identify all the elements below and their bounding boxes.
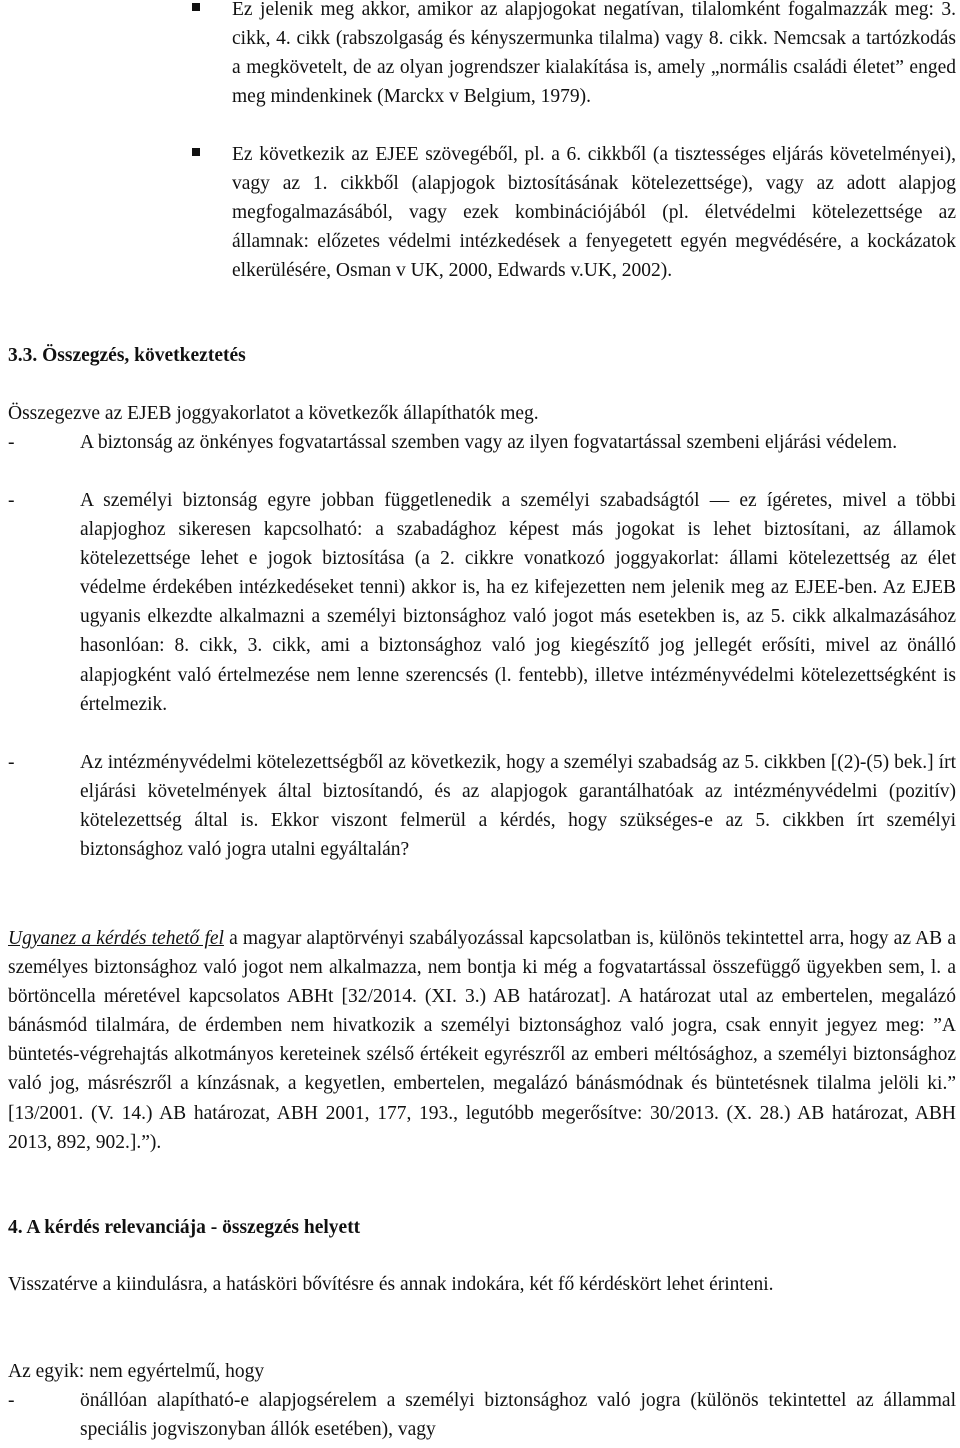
dash-marker: - — [8, 432, 15, 453]
section-4-heading: 4. A kérdés relevanciája - összegzés helyett — [8, 1217, 361, 1238]
emphasized-lead: Ugyanez a kérdés tehető fel — [8, 928, 224, 949]
summary-intro: Összegezve az EJEB joggyakorlatot a következők állapíthatók meg. — [8, 403, 539, 424]
section-4-paragraph: Visszatérve a kiindulásra, a hatásköri bővítésre és annak indokára, két fő kérdéskört lehet érinteni. — [8, 1274, 774, 1295]
dash-text: A személyi biztonság egyre jobban függetlenedik a személyi szabadságtól ― ez ígéretes, mivel a többi alapjoghoz sikeresen kapcsolható: a szabadághoz képest más jogokat is lehet biztosítani, az államok kötelezettsége lehet e jogok biztosítása (a 2. cikkre vonatkozó joggyakorlat: állami kötelezettség az élet védelme érdekében intézkedéseket tenni) akkor is, ha ez kifejezetten nem jelenik meg az EJEE-ben. Az EJEB ugyanis elkezdte alkalmazni a személyi biztonsághoz való jogot más esetekben is, az 5. cikk alkalmazásához hasonlóan: 8. cikk, 3. cikk, ami a biztonsághoz való jog kiegészítő jog jellegét erősíti, mivel az önálló alapjogként való értelmezése nem lenne szerencsés (l. fentebb), illetve intézményvédelmi kötelezettségként is értelmezik. — [80, 490, 956, 715]
square-bullet-icon — [192, 3, 200, 11]
bullet-text: Ez jelenik meg akkor, amikor az alapjogokat negatívan, tilalomként fogalmazzák meg: 3. cikk, 4. cikk (rabszolgaság és kényszermunka tilalma) vagy 8. cikk. Nemcsak a tartózkodás a megkövetelt, de az olyan jogrendszer kialakítása is, amely „normális családi életet” enged meg mindenkinek (Marckx v Belgium, 1979). — [232, 0, 956, 108]
first-question-intro: Az egyik: nem egyértelmű, hogy — [8, 1361, 265, 1382]
dash-text: A biztonság az önkényes fogvatartással szemben vagy az ilyen fogvatartással szembeni eljárási védelem. — [80, 432, 898, 453]
bullet-text: Ez következik az EJEE szövegéből, pl. a 6. cikkből (a tisztességes eljárás követelményei), vagy az 1. cikkből (alapjogok biztosításának kötelezettsége), vagy az adott alapjog megfogalmazásából, vagy ezek kombinációjából (pl. életvédelmi kötelezettsége az államnak: előzetes védelmi intézkedések a fenyegetett egyén megvédésére, a kockázatok elkerülésére, Osman v UK, 2000, Edwards v.UK, 2002). — [232, 144, 956, 282]
paragraph-ugyanez — [8, 924, 956, 1157]
square-bullet-icon — [192, 148, 200, 156]
dash-marker: - — [8, 752, 15, 773]
paragraph-body: a magyar alaptörvényi szabályozással kapcsolatban is, különös tekintettel arra, hogy az AB a személyes biztonsághoz való jogot nem alkalmazza, nem bontja ki még a fogvatartással összefüggő ügyekben sem, l. a börtöncella méretével kapcsolatos ABHt [32/2014. (XI. 3.) AB határozat]. A határozat utal az embertelen, megalázó bánásmód tilalmára, de érdemben nem hivatkozik a személyi biztonsághoz való jogra, csak ennyit jegyez meg: ”A büntetés-végrehajtás alkotmányos kereteinek szélső értékeit egyrészről az emberi méltósághoz, a személyi biztonsághoz való jog, másrészről a kínzásnak, a kegyetlen, embertelen, megalázó bánásmódnak és büntetésnek tilalma jelöli ki.” [13/2001. (V. 14.) AB határozat, ABH 2001, 177, 193., legutóbb megerősítve: 30/2013. (X. 28.) AB határozat, ABH 2013, 892, 902.].”). — [8, 928, 956, 1153]
section-heading: 3.3. Összegzés, következtetés — [8, 345, 246, 366]
dash-text: önállóan alapítható-e alapjogsérelem a személyi biztonsághoz való jogra (különös tekintettel az állammal speciális jogviszonyban állók esetében), vagy — [80, 1390, 956, 1441]
dash-marker: - — [8, 490, 15, 511]
dash-marker: - — [8, 1390, 15, 1411]
dash-text: Az intézményvédelmi kötelezettségből az következik, hogy a személyi szabadság az 5. cikkben [(2)-(5) bek.] írt eljárási követelmények által biztosítandó, és az alapjogok garantálhatóak az intézményvédelmi (pozitív) kötelezettség által is. Ekkor viszont felmerül a kérdés, hogy szükséges-e az 5. cikkben írt személyi biztonsághoz való jogra utalni egyáltalán? — [80, 752, 956, 861]
